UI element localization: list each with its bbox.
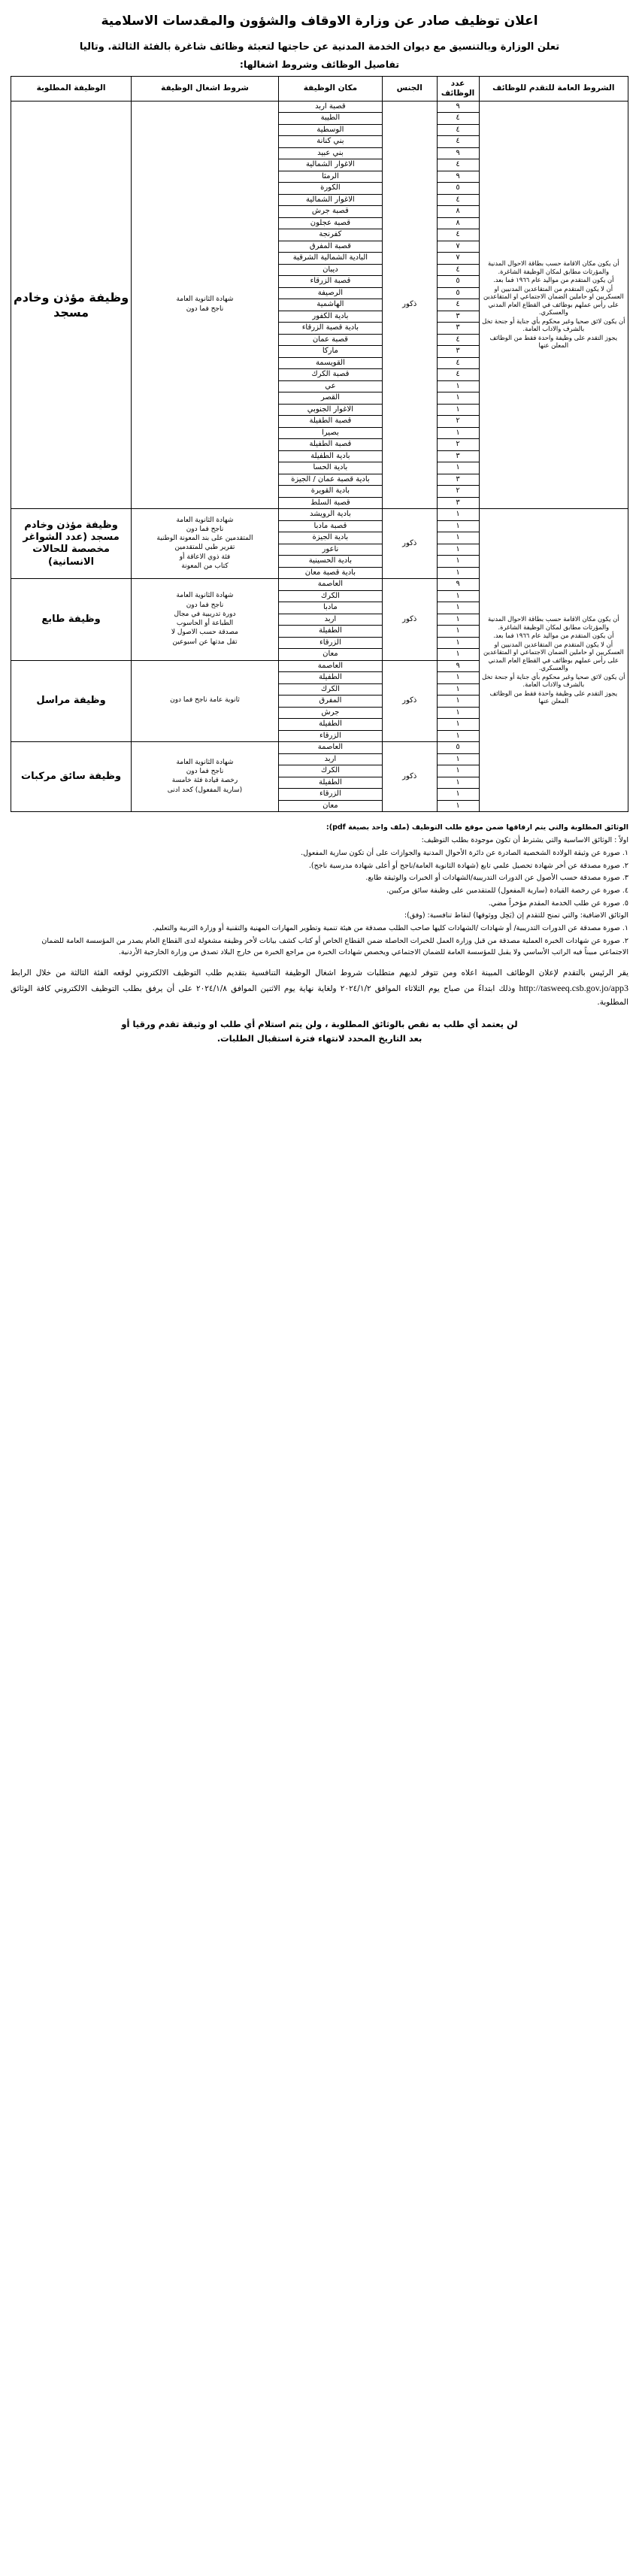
job-location: بادية قصبة الزرقاء: [278, 323, 382, 335]
job-conditions-cell: [132, 101, 279, 509]
vacancy-count: ٤: [437, 229, 479, 241]
job-location: كفرنجة: [278, 229, 382, 241]
vacancy-count: ٢: [437, 416, 479, 428]
job-location: بادية الرويشد: [278, 509, 382, 521]
job-condition-item: مصدقة حسب الاصول لا: [171, 629, 239, 637]
document-requirement-item: اولاً : الوثائق الاساسية والتي يشترط أن تكون موجودة بطلب التوظيف:: [421, 836, 628, 845]
job-location: الطفيلة: [278, 672, 382, 684]
vacancy-count: ٩: [437, 660, 479, 672]
job-location: قصبة الزرقاء: [278, 276, 382, 288]
job-condition-item: شهادة الثانوية العامة: [176, 592, 234, 600]
job-location: المفرق: [278, 696, 382, 708]
job-location: اربد: [278, 614, 382, 626]
job-location: الاغوار الجنوبي: [278, 404, 382, 416]
job-location: قصبة الطفيلة: [278, 416, 382, 428]
vacancy-count: ١: [437, 544, 479, 556]
job-location: بادية الحسا: [278, 462, 382, 474]
vacancy-count: ١: [437, 730, 479, 742]
job-condition-item: دورة تدريبية في مجال: [174, 610, 236, 618]
gender-cell: ذكور: [382, 660, 437, 742]
job-location: الطفيلة: [278, 626, 382, 638]
job-location: القصر: [278, 392, 382, 405]
job-location: قصبة الكرك: [278, 369, 382, 381]
job-location: الهاشمية: [278, 299, 382, 311]
gender-cell: ذكور: [382, 579, 437, 661]
vacancy-count: ٢: [437, 439, 479, 451]
vacancy-count: ١: [437, 765, 479, 777]
vacancy-count: ١: [437, 777, 479, 789]
job-location: العاصمة: [278, 742, 382, 754]
documents-heading: الوثائق المطلوبة والتي يتم ارفاقها ضمن موقع طلب التوظيف (ملف واحد بصيغة pdf):: [326, 823, 628, 832]
vacancy-count: ٩: [437, 171, 479, 183]
job-location: بادية الكفور: [278, 311, 382, 323]
general-conditions-cell: [479, 101, 628, 509]
vacancy-count: ٥: [437, 287, 479, 299]
job-condition-item: ناجح فما دون: [186, 525, 224, 533]
vacancy-count: ١: [437, 614, 479, 626]
job-location: ماركا: [278, 346, 382, 358]
general-condition-item: أن يكون لائق صحيا وغير محكوم بأي جناية أو جنحة تخل بالشرف والاداب العامة.: [482, 672, 625, 689]
job-condition-item: فئة ذوي الاعاقة أو: [179, 553, 231, 561]
vacancy-count: ١: [437, 532, 479, 544]
job-location: بادية قصبة معان: [278, 567, 382, 579]
job-location: الرمثا: [278, 171, 382, 183]
job-title-cell: وظيفة طابع: [11, 579, 132, 661]
document-requirement-item: ١. صورة عن وثيقة الولادة الشخصية الصادرة عن دائرة الأحوال المدنية والجوازات على أن تكون سارية المفعول.: [301, 848, 628, 857]
job-location: القويسمة: [278, 357, 382, 369]
job-title-cell: وظيفة مؤذن وخادم مسجد (عدد الشواغر مخصصة للحالات الانسانية): [11, 509, 132, 579]
vacancy-count: ٤: [437, 264, 479, 276]
document-requirement-item: ٢. صورة عن شهادات الخبرة العملية مصدقة من قبل وزارة العمل للخبرات الحاصلة ضمن القطاع الخاص أو كتاب كشف بيانات لأخر وظيفة مشغولة لدى القطاع العام يصدر من المؤسسة العامة للضمان الاجتماعي مبيناً فيه الراتب الأساسي ولا يقبل للمؤسسة العامة للضمان الاجتماعي ويخصص شهادات الخبرة من مراجع الخبرة من خارج البلاد تصدق من وزارة الخارجية الأردنية.: [41, 936, 628, 956]
vacancy-count: ٥: [437, 183, 479, 195]
job-location: مادبا: [278, 602, 382, 614]
job-location: العاصمة: [278, 660, 382, 672]
job-location: بادية الطفيلة: [278, 450, 382, 462]
document-requirement-item: ٤. صورة عن رخصة القيادة (سارية المفعول) للمتقدمين على وظيفة سائق مركبين.: [386, 886, 628, 895]
general-condition-item: أن يكون المتقدم من مواليد عام ١٩٦٦ فما بعد.: [493, 276, 614, 284]
job-location: الزرقاء: [278, 789, 382, 801]
vacancy-count: ٤: [437, 124, 479, 136]
job-location: الطيبة: [278, 113, 382, 125]
vacancy-count: ٤: [437, 113, 479, 125]
document-requirement-item: ٣. صورة مصدقة حسب الأصول عن الدورات التدريبية/الشهادات أو الخبرات والوثيقة طابع.: [365, 874, 628, 883]
job-title-cell: وظيفة مراسل: [11, 660, 132, 742]
job-location: الزرقاء: [278, 730, 382, 742]
job-location: ديبان: [278, 264, 382, 276]
vacancy-count: ١: [437, 707, 479, 719]
instructions-after: وذلك ابتداءً من صباح يوم الثلاثاء الموافق ٢٠٢٤/١/٢ ولغاية نهاية يوم الاثنين الموافق ٢٠٢٤/١/٨ على أن يرفق بطلب التوظيف الالكتروني كافة الوثائق المطلوبة.: [11, 984, 628, 1007]
vacancy-count: ١: [437, 696, 479, 708]
vacancy-count: ١: [437, 427, 479, 439]
vacancy-count: ٤: [437, 194, 479, 206]
job-location: العاصمة: [278, 579, 382, 591]
job-location: بادية الجيزة: [278, 532, 382, 544]
job-location: معان: [278, 649, 382, 661]
job-location: الكرك: [278, 765, 382, 777]
vacancy-count: ١: [437, 380, 479, 392]
vacancy-count: ١: [437, 789, 479, 801]
vacancy-count: ٤: [437, 334, 479, 346]
vacancy-count: ١: [437, 392, 479, 405]
vacancy-count: ٤: [437, 136, 479, 148]
vacancy-count: ٣: [437, 311, 479, 323]
job-condition-item: ثانوية عامة ناجح فما دون: [170, 696, 240, 705]
vacancy-count: ٧: [437, 241, 479, 253]
job-title-cell: وظيفة مؤذن وخادم مسجد: [11, 101, 132, 509]
job-location: قصبة جرش: [278, 206, 382, 218]
documents-list: [11, 835, 628, 958]
vacancy-count: ٩: [437, 147, 479, 159]
vacancy-count: ٣: [437, 474, 479, 486]
job-title-cell: وظيفة سائق مركبات: [11, 742, 132, 812]
job-location: الطفيلة: [278, 719, 382, 731]
announcement-page: [0, 0, 639, 1062]
jobs-table-body: [11, 101, 628, 812]
application-link[interactable]: http://tasweeq.csb.gov.jo/app3: [519, 983, 628, 994]
job-condition-item: الطباعة أو الحاسوب: [176, 620, 234, 628]
job-conditions-cell: [132, 509, 279, 579]
job-conditions-cell: [132, 742, 279, 812]
job-condition-item: ناجح فما دون: [186, 601, 224, 609]
general-conditions-cell: [479, 509, 628, 812]
header-place: مكان الوظيفة: [278, 76, 382, 101]
gender-cell: ذكور: [382, 509, 437, 579]
job-location: قصبة عمان: [278, 334, 382, 346]
vacancy-count: ٣: [437, 450, 479, 462]
vacancy-count: ١: [437, 800, 479, 812]
job-location: الاغوار الشمالية: [278, 159, 382, 171]
vacancy-count: ١: [437, 719, 479, 731]
vacancy-count: ٨: [437, 217, 479, 229]
job-location: عي: [278, 380, 382, 392]
vacancy-count: ١: [437, 590, 479, 602]
job-condition-item: رخصة قيادة فئة خامسة: [171, 777, 238, 785]
job-location: معان: [278, 800, 382, 812]
job-location: الوسطية: [278, 124, 382, 136]
vacancy-count: ٣: [437, 323, 479, 335]
job-condition-item: شهادة الثانوية العامة: [176, 758, 234, 766]
warning-notice: [11, 1017, 628, 1047]
table-row: [11, 509, 628, 521]
job-conditions-cell: [132, 579, 279, 661]
application-instructions: [11, 967, 628, 1010]
vacancy-count: ٤: [437, 357, 479, 369]
general-condition-item: أن لا يكون المتقدم من المتقاعدين المدنيين او العسكريين او حاملين الضمان الاجتماعي او المتقاعدين على رأس عملهم بوظائف في القطاع العام المدني والعسكري.: [483, 640, 624, 672]
vacancy-count: ٤: [437, 299, 479, 311]
vacancy-count: ٩: [437, 579, 479, 591]
job-location: الطفيلة: [278, 777, 382, 789]
header-count: عدد الوظائف: [437, 76, 479, 101]
job-location: بادية القويرة: [278, 486, 382, 498]
job-location: قصبة الطفيلة: [278, 439, 382, 451]
job-condition-item: شهادة الثانوية العامة: [176, 516, 234, 524]
general-condition-item: أن يكون لائق صحيا وغير محكوم بأي جناية أو جنحة تخل بالشرف والاداب العامة.: [482, 317, 625, 333]
vacancy-count: ٥: [437, 276, 479, 288]
header-gender: الجنس: [382, 76, 437, 101]
instructions-before: يقر الرئيس بالتقدم لإعلان الوظائف المبينة اعلاه ومن تتوفر لديهم متطلبات شروط اشغال الوظيفة التنافسية بتقديم طلب التوظيف الالكتروني لوقعه الفئة الثالثة من خلال الرابط: [11, 968, 628, 978]
job-location: الزرقاء: [278, 637, 382, 649]
vacancy-count: ١: [437, 509, 479, 521]
document-requirement-item: ١. صورة مصدقة عن الدورات التدريبية/ أو شهادات /الشهادات كليها صاحب الطلب مصدقة من هيئة تنمية وتطوير المهارات المهنية والتقنية أو وزارة التربية والتعليم.: [152, 924, 628, 933]
warning-line-2: بعد التاريخ المحدد لانتهاء فترة استقبال الطلبات.: [217, 1033, 422, 1044]
job-location: جرش: [278, 707, 382, 719]
job-location: اربد: [278, 753, 382, 765]
warning-line-1: لن يعتمد أي طلب به نقص بالوثائق المطلوبة ، ولن يتم استلام أي طلب او وثيقة تقدم ورقيا أو: [121, 1018, 518, 1029]
vacancy-count: ١: [437, 683, 479, 696]
document-requirement-item: ٢. صورة مصدقة عن أخر شهادة تحصيل علمي تابع (شهادة الثانوية العامة/ناجح أو أعلى شهادة مدرسية ناجح).: [308, 861, 628, 870]
job-location: قصبة اربد: [278, 101, 382, 113]
job-location: بني عبيد: [278, 147, 382, 159]
gender-cell: ذكور: [382, 742, 437, 812]
document-requirement-item: ٥. صورة عن طلب الخدمة المقدم مؤخراً مضي.: [488, 899, 628, 908]
gender-cell: ذكور: [382, 101, 437, 509]
vacancy-count: ٧: [437, 253, 479, 265]
general-condition-item: أن يكون المتقدم من مواليد عام ١٩٦٦ فما بعد.: [493, 632, 614, 640]
vacancy-count: ٣: [437, 346, 479, 358]
job-condition-item: تقرير طبي للمتقدمين: [174, 544, 235, 552]
job-location: بادية قصبة عمان / الجيزة: [278, 474, 382, 486]
vacancy-count: ٣: [437, 497, 479, 509]
job-location: بني كنانة: [278, 136, 382, 148]
job-location: الاغوار الشمالية: [278, 194, 382, 206]
general-condition-item: يجوز التقدم على وظيفة واحدة فقط من الوظائف المعلن عنها: [489, 333, 618, 350]
general-condition-item: أن لا يكون المتقدم من المتقاعدين المدنيين او العسكريين او حاملين الضمان الاجتماعي او المتقاعدين على رأس عملهم بوظائف في القطاع العام المدني والعسكري.: [483, 284, 624, 317]
general-condition-item: يجوز التقدم على وظيفة واحدة فقط من الوظائف المعلن عنها: [489, 689, 618, 705]
job-condition-item: ناجح فما دون: [186, 305, 224, 313]
job-location: الكرك: [278, 590, 382, 602]
intro-paragraph: تعلن الوزارة وبالتنسيق مع ديوان الخدمة المدنية عن حاجتها لتعبئة وظائف شاغرة بالفئة الثالثة. وتاليا: [79, 41, 560, 53]
job-location: بادية الحسينية: [278, 556, 382, 568]
job-location: قصبة السلط: [278, 497, 382, 509]
vacancy-count: ١: [437, 462, 479, 474]
vacancy-count: ١: [437, 753, 479, 765]
job-condition-item: (سارية المفعول) كحد ادنى: [167, 786, 243, 794]
job-condition-item: المتقدمين على بند المعونة الوطنية: [156, 535, 253, 543]
job-location: بصيرا: [278, 427, 382, 439]
job-conditions-cell: [132, 660, 279, 742]
job-location: ناعور: [278, 544, 382, 556]
job-location: البادية الشمالية الشرقية: [278, 253, 382, 265]
header-conditions: شروط اشغال الوظيفة: [132, 76, 279, 101]
job-location: قصبة عجلون: [278, 217, 382, 229]
vacancy-count: ١: [437, 404, 479, 416]
job-condition-item: شهادة الثانوية العامة: [176, 295, 234, 304]
job-condition-item: تقل مدتها عن اسبوعين: [172, 638, 238, 646]
jobs-table: [11, 76, 628, 813]
vacancy-count: ١: [437, 672, 479, 684]
vacancy-count: ٢: [437, 486, 479, 498]
vacancy-count: ٤: [437, 369, 479, 381]
vacancy-count: ١: [437, 649, 479, 661]
vacancy-count: ٩: [437, 101, 479, 113]
job-condition-item: ناجح فما دون: [186, 768, 224, 776]
vacancy-count: ٤: [437, 159, 479, 171]
required-documents-section: [11, 823, 628, 958]
vacancy-count: ١: [437, 567, 479, 579]
vacancy-count: ١: [437, 556, 479, 568]
job-location: قصبة مادبا: [278, 520, 382, 532]
vacancy-count: ١: [437, 637, 479, 649]
vacancy-count: ١: [437, 520, 479, 532]
vacancy-count: ١: [437, 626, 479, 638]
general-condition-item: أن يكون مكان الاقامة حسب بطاقة الاحوال المدنية والمؤرثات مطابق لمكان الوظيفة الشاغرة.: [487, 615, 619, 631]
table-header-row: [11, 76, 628, 101]
table-row: [11, 101, 628, 113]
header-general-conditions: الشروط العامة للتقدم للوظائف: [479, 76, 628, 101]
header-job: الوظيفة المطلوبة: [11, 76, 132, 101]
page-title: اعلان توظيف صادر عن وزارة الاوقاف والشؤون والمقدسات الاسلامية: [101, 14, 538, 29]
job-location: الكرك: [278, 683, 382, 696]
job-location: الكورة: [278, 183, 382, 195]
job-location: قصبة المفرق: [278, 241, 382, 253]
vacancy-count: ٥: [437, 742, 479, 754]
document-requirement-item: الوثائق الاضافية: والتي تمنح للتقدم إن (يَحِل ووثوقها) لنقاط تنافسية: (وفق):: [404, 911, 628, 920]
intro-paragraph-2: تفاصيل الوظائف وشروط اشغالها:: [239, 58, 400, 70]
vacancy-count: ٨: [437, 206, 479, 218]
job-location: الرصيفة: [278, 287, 382, 299]
vacancy-count: ١: [437, 602, 479, 614]
job-condition-item: كتاب من المعونة: [181, 562, 229, 570]
general-condition-item: أن يكون مكان الاقامة حسب بطاقة الاحوال المدنية والمؤرثات مطابق لمكان الوظيفة الشاغرة.: [487, 259, 619, 275]
